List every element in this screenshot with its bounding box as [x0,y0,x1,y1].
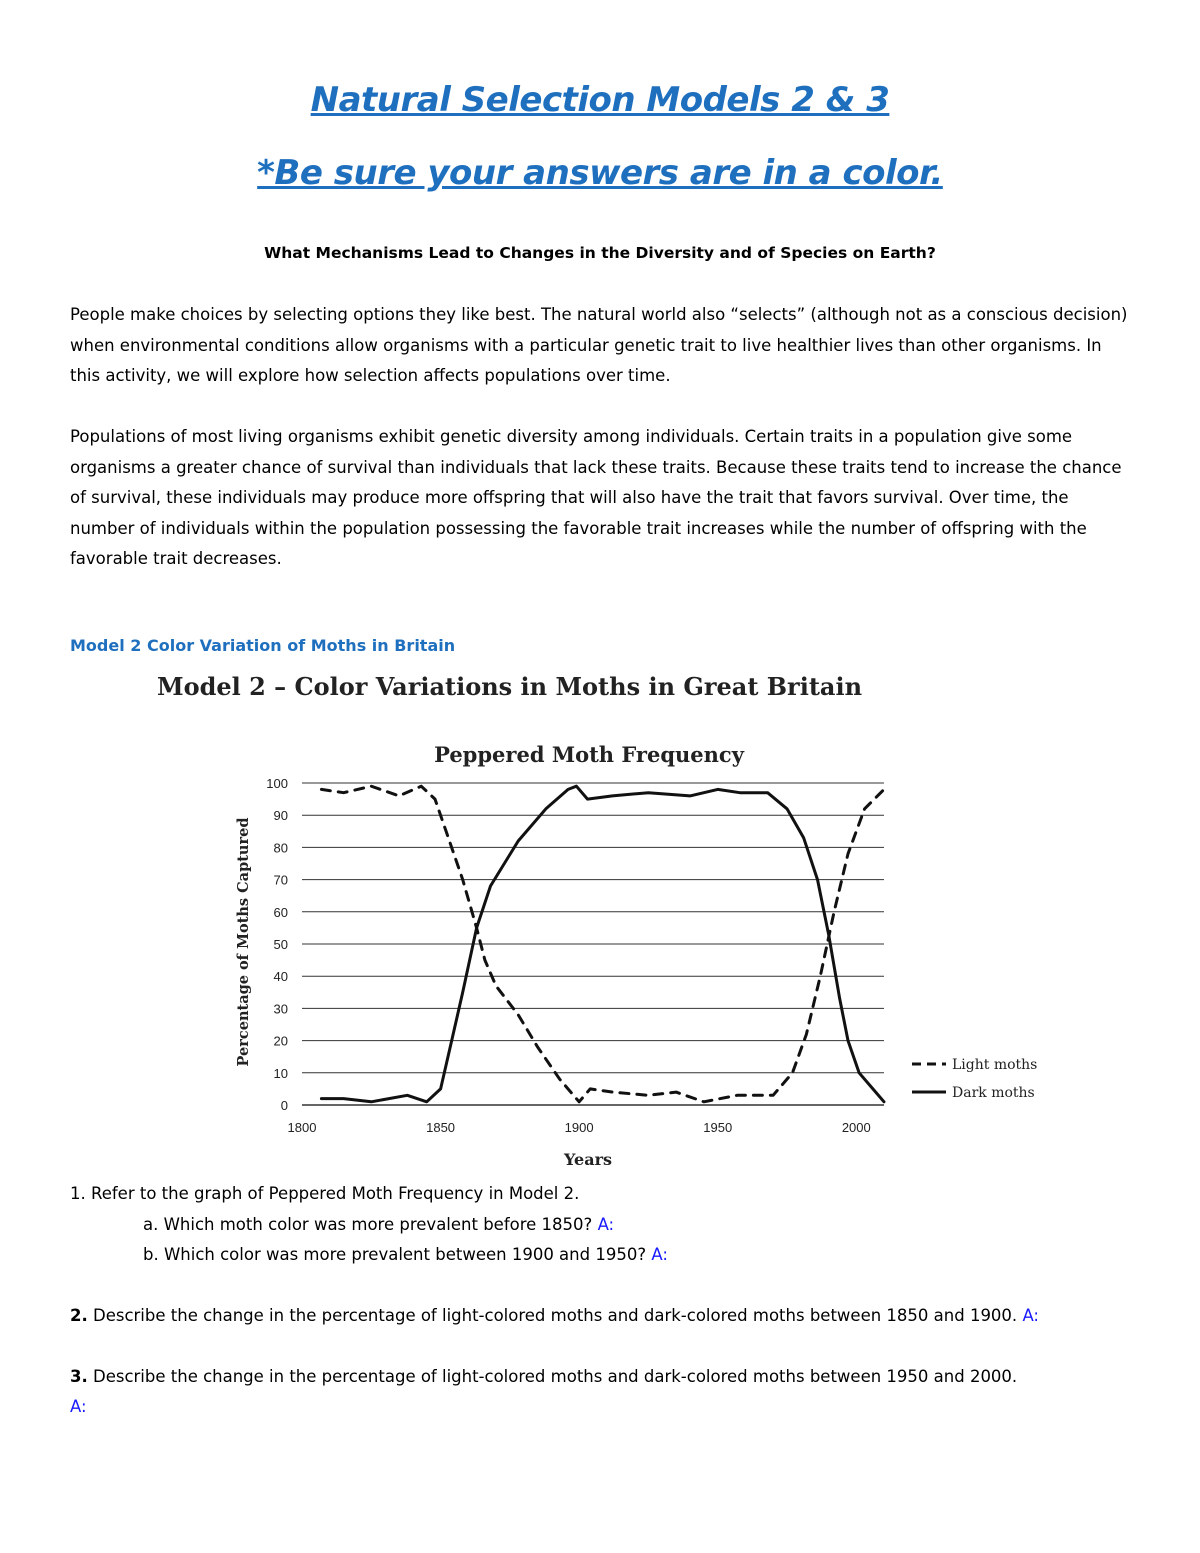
question-2-text: Describe the change in the percentage of light-colored moths and dark-colored moths between 1850 and 1900. [93,1306,1018,1325]
intro-paragraph: People make choices by selecting options they like best. The natural world also “selects” (although not as a conscious decision) when environmental conditions allow organisms with a particular genetic trait to live healthier lives than other organisms. In this activity, we will explore how selection affects populations over time. [70,305,1128,385]
y-tick-label: 50 [273,937,288,952]
figure-title: Model 2 – Color Variations in Moths in Great Britain [157,672,863,701]
x-tick-label: 2000 [841,1120,871,1135]
question-1-text: 1. Refer to the graph of Peppered Moth Frequency in Model 2. [70,1184,580,1203]
y-tick-label: 90 [273,808,288,824]
y-tick-label: 30 [273,1001,288,1017]
y-tick-label: 10 [273,1065,288,1081]
chart-title: Peppered Moth Frequency [434,742,744,767]
legend-label: Light moths [952,1057,1038,1073]
y-axis-ticks [266,776,288,1113]
x-tick-label: 1800 [287,1120,317,1135]
x-tick-label: 1950 [703,1120,733,1135]
color-instruction: *Be sure your answers are in a color. [257,153,943,193]
y-tick-label: 80 [273,840,288,856]
chart-gridlines [302,783,884,1105]
question-1 [70,1184,579,1203]
moth-frequency-chart [200,730,1060,1175]
question-3-number: 3. [70,1367,88,1386]
y-tick-label: 40 [273,969,288,985]
answer-3-row [70,1397,87,1416]
x-tick-label: 1900 [564,1120,594,1135]
y-tick-label: 0 [280,1098,288,1113]
question-1b [143,1245,668,1264]
question-1a-text: a. Which moth color was more prevalent before 1850? [143,1215,593,1234]
answer-1a-label[interactable]: A: [597,1215,615,1234]
question-2 [70,1306,1039,1325]
y-tick-label: 60 [273,904,288,920]
x-axis-ticks [288,1120,871,1135]
question-1a [143,1215,614,1234]
y-axis-label: Percentage of Moths Captured [235,817,252,1067]
y-tick-label: 100 [266,776,288,791]
answer-3-label[interactable]: A: [70,1397,87,1416]
worksheet-title: Natural Selection Models 2 & 3 [310,80,890,120]
section-question-heading: What Mechanisms Lead to Changes in the Diversity and of Species on Earth? [264,244,936,262]
y-tick-label: 70 [273,872,288,888]
answer-1b-label[interactable]: A: [651,1245,668,1264]
question-3 [70,1367,1017,1386]
legend-label: Dark moths [952,1085,1035,1101]
chart-legend [912,1057,1037,1101]
x-axis-label: Years [563,1150,613,1169]
y-tick-label: 20 [273,1033,288,1049]
question-3-text: Describe the change in the percentage of light-colored moths and dark-colored moths between 1950 and 2000. [93,1367,1018,1386]
model-heading: Model 2 Color Variation of Moths in Britain [70,636,456,655]
question-2-number: 2. [70,1306,88,1325]
diversity-paragraph: Populations of most living organisms exhibit genetic diversity among individuals. Certain traits in a population give some organisms a greater chance of survival than individuals that lack these traits. Because these traits tend to increase the chance of survival, these individuals may produce more offspring that will also have the trait that favors survival. Over time, the number of individuals within the population possessing the favorable trait increases while the number of offspring with the favorable trait decreases. [70,427,1122,568]
x-tick-label: 1850 [426,1120,456,1135]
question-1b-text: b. Which color was more prevalent between 1900 and 1950? [143,1245,647,1264]
answer-2-label[interactable]: A: [1022,1306,1039,1325]
